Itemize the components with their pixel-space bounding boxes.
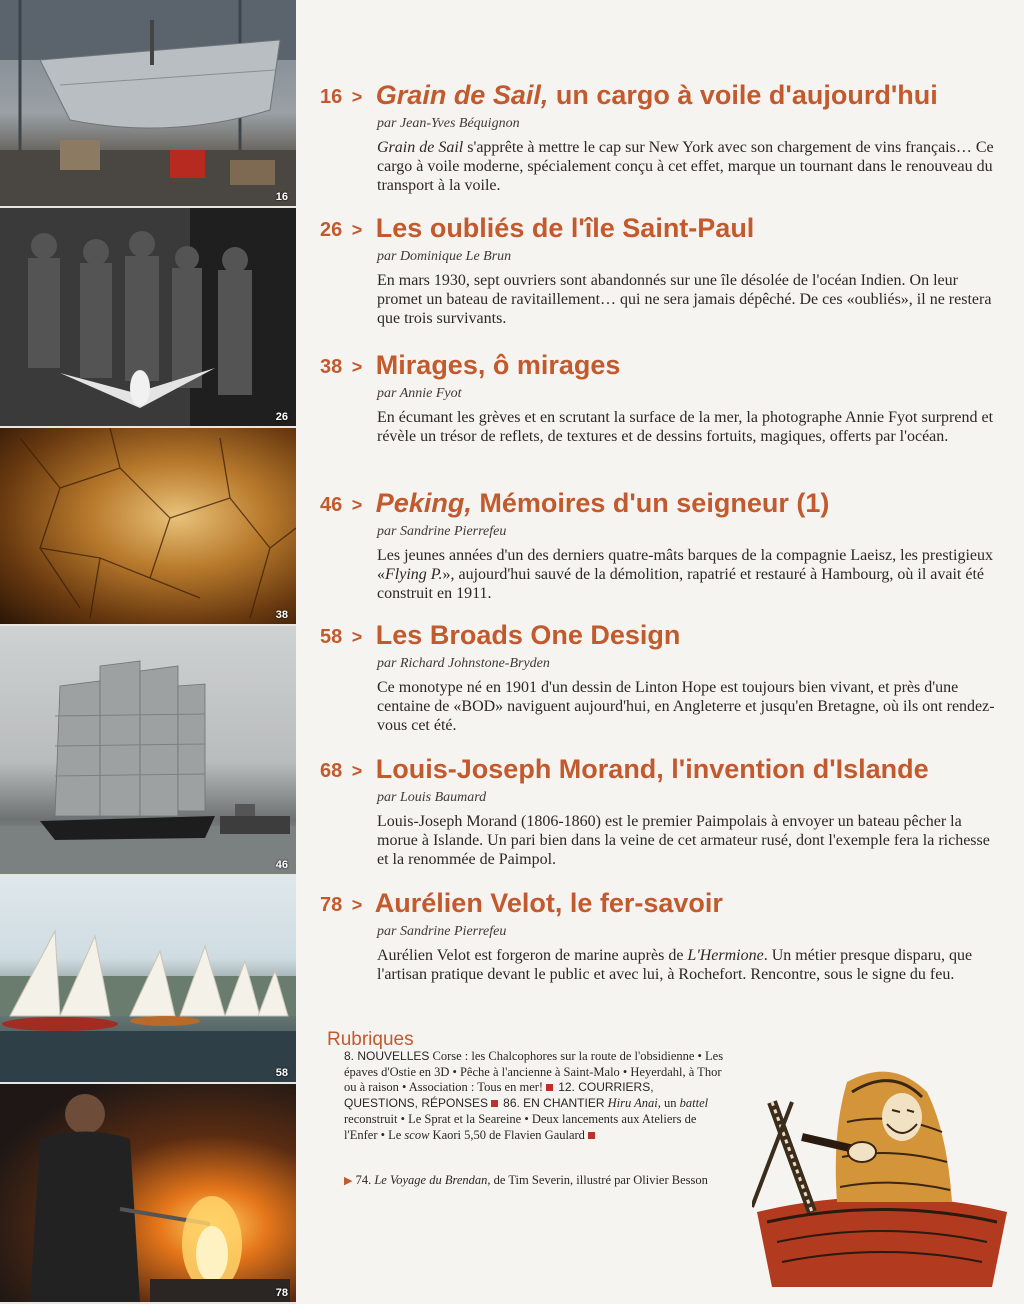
entry-author: par Dominique Le Brun [377, 249, 512, 264]
contents-entry[interactable] [320, 618, 1010, 735]
entry-title-italic: Peking, [375, 488, 472, 518]
photo-golden-texture [0, 428, 296, 626]
entry-title [320, 78, 1010, 114]
entry-separator: > [351, 761, 363, 781]
photo-regatta [0, 876, 296, 1084]
contents-entry[interactable] [320, 486, 1010, 603]
entry-title-text: Les oubliés de l'île Saint-Paul [375, 213, 755, 243]
entry-description [377, 138, 997, 195]
entry-title [320, 618, 1010, 654]
square-marker-icon [546, 1084, 553, 1091]
entry-title-text: Les Broads One Design [375, 620, 681, 650]
photo-tall-ship [0, 626, 296, 876]
square-marker-icon [491, 1100, 498, 1107]
contents-entry[interactable] [320, 348, 1010, 446]
entry-description-text: s'apprête à mettre le cap sur New York avec son chargement de vins français… Ce cargo à voile moderne, spécialement conçu à cet effet, marque un tournant dans le renouveau du transport à la voile. [377, 139, 994, 194]
photo-page-number: 78 [275, 1287, 288, 1299]
entry-separator: > [351, 357, 363, 377]
rubrique-text: Corse : les Chalcophores sur la route de l'obsidienne • Les épaves d'Ostie en 3D • Pêche à l'ancienne à Saint-Malo • Heyerdahl, à Thor ou à raison • Association : Tous en mer! [344, 1049, 724, 1095]
entry-author: par Sandrine Pierrefeu [377, 524, 507, 539]
photo-page-number: 46 [275, 859, 288, 871]
entry-title-text: Aurélien Velot, le fer-savoir [374, 888, 723, 918]
entry-author: par Annie Fyot [377, 386, 462, 401]
photo-ship-hull [0, 0, 296, 208]
square-marker-icon [588, 1132, 595, 1139]
credit-number: 74. [355, 1173, 372, 1187]
entry-description [377, 546, 997, 603]
entry-page-number: 38 [320, 356, 343, 378]
entry-title [320, 211, 1010, 247]
entry-description-text: Les jeunes années d'un des derniers quatre-mâts barques de la compagnie Laeisz, les prestigieux « [377, 547, 993, 583]
entry-separator: > [351, 220, 363, 240]
entry-page-number: 16 [320, 86, 343, 108]
entry-title-italic: Grain de Sail, [375, 80, 549, 110]
contents-entry[interactable] [320, 211, 1010, 328]
photo-page-number: 16 [275, 191, 288, 203]
entry-author: par Louis Baumard [377, 790, 487, 805]
entry-description-italic: L'Hermione [687, 947, 764, 964]
contents-entry[interactable] [320, 78, 1010, 195]
rubriques-heading: Rubriques [327, 1029, 414, 1050]
entry-page-number: 26 [320, 219, 343, 241]
entry-author: par Sandrine Pierrefeu [377, 924, 507, 939]
entry-title-text: Mémoires d'un seigneur (1) [479, 488, 830, 518]
entry-description [377, 946, 997, 984]
entry-page-number: 68 [320, 760, 343, 782]
entry-separator: > [351, 895, 363, 915]
entry-description-text: Aurélien Velot est forgeron de marine auprès de [377, 947, 688, 964]
entry-author: par Jean-Yves Béquignon [377, 116, 520, 131]
photo-page-number: 38 [275, 609, 288, 621]
rubrique-label[interactable]: 86. EN CHANTIER [503, 1096, 605, 1111]
rubrique-label[interactable]: 12. COURRIERS, QUESTIONS, RÉPONSES [344, 1080, 654, 1111]
photo-blacksmith [0, 1084, 296, 1304]
entry-title-text: Louis-Joseph Morand, l'invention d'Islande [375, 754, 929, 784]
entry-page-number: 46 [320, 494, 343, 516]
woodcut-illustration [752, 1062, 1014, 1292]
entry-description-text: . Un métier presque disparu, que l'artisan pratique devant le public et avec lui, à Rochefort. Rencontre, sous le signe du feu. [377, 947, 973, 983]
rubrique-italic: battel [679, 1096, 709, 1111]
entry-description: En écumant les grèves et en scrutant la surface de la mer, la photographe Annie Fyot surprend et révèle un trésor de reflets, de textures et de dessins fortuits, magiques, offerts par l'océan. [377, 409, 994, 445]
photo-strip [0, 0, 296, 1302]
entry-description-italic: Grain de Sail [377, 139, 464, 156]
entry-description: En mars 1930, sept ouvriers sont abandonnés sur une île désolée de l'océan Indien. On leur promet un bateau de ravitaillement… qui ne sera jamais dépêché. De ces «oubliés», il ne restera que trois survivants. [377, 272, 992, 327]
entry-author: par Richard Johnstone-Bryden [377, 656, 550, 671]
credit-italic: Le Voyage du Brendan [374, 1173, 488, 1187]
entry-separator: > [351, 87, 363, 107]
photo-page-number: 58 [275, 1067, 288, 1079]
rubrique-text: Kaori 5,50 de Flavien Gaulard [432, 1127, 585, 1142]
entry-description-text: », aujourd'hui sauvé de la démolition, rapatrié et restauré à Hambourg, où il avait été construit en 1911. [377, 566, 984, 602]
entry-description: Louis-Joseph Morand (1806-1860) est le premier Paimpolais à envoyer un bateau pêcher la morue à Islande. Un pari bien dans la veine de cet armateur rusé, dont l'exemple fera la richesse et la renommée de Paimpol. [377, 813, 990, 868]
entry-title [320, 348, 1010, 384]
contents-entry[interactable] [320, 886, 1010, 984]
rubriques-list [344, 1049, 724, 1143]
entry-separator: > [351, 495, 363, 515]
rubrique-italic: Hiru Anai [607, 1096, 658, 1111]
contents-entry[interactable] [320, 752, 1010, 869]
rubrique-italic: scow [404, 1127, 430, 1142]
entry-title [320, 486, 1010, 522]
entry-title-text: un cargo à voile d'aujourd'hui [555, 80, 938, 110]
entry-title-text: Mirages, ô mirages [375, 350, 621, 380]
rubrique-text: reconstruit • Le Sprat et la Seareine • Deux lancements aux Ateliers de l'Enfer • Le [344, 1111, 697, 1142]
triangle-right-icon: ▶ [344, 1175, 353, 1187]
entry-separator: > [351, 627, 363, 647]
photo-group-men [0, 208, 296, 428]
entry-title [320, 886, 1010, 922]
rubrique-text: , un [657, 1096, 677, 1111]
entry-title [320, 752, 1010, 788]
photo-page-number: 26 [275, 411, 288, 423]
entry-page-number: 58 [320, 626, 343, 648]
entry-description: Ce monotype né en 1901 d'un dessin de Linton Hope est toujours bien vivant, et près d'une centaine de «BOD» naviguent aujourd'hui, en Angleterre et jusqu'en Bretagne, où ils ont rendez-vous cet été. [377, 679, 995, 734]
credit-text: , de Tim Severin, illustré par Olivier Besson [487, 1173, 708, 1187]
illustration-credit[interactable] [344, 1173, 724, 1190]
rubrique-label[interactable]: 8. NOUVELLES [344, 1049, 430, 1063]
entry-description-italic: Flying P. [385, 566, 443, 583]
entry-page-number: 78 [320, 894, 343, 916]
